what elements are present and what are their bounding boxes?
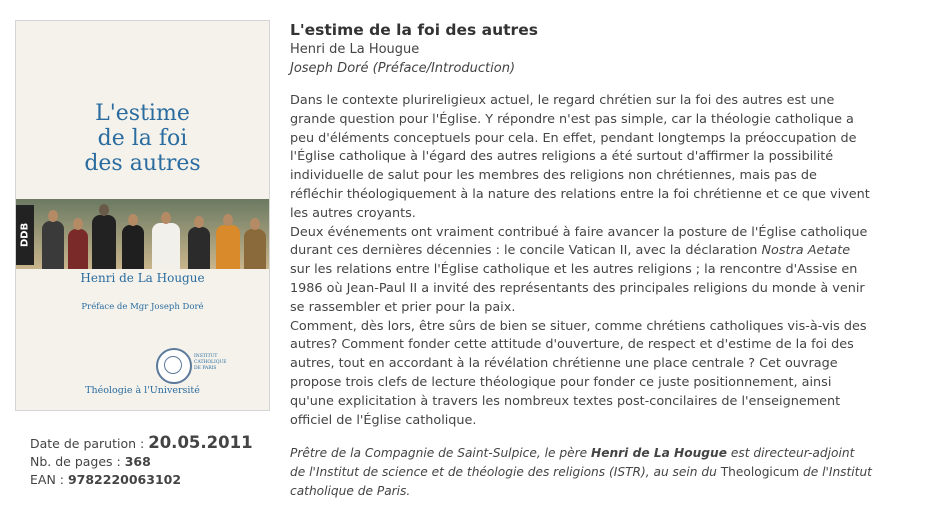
publication-date-value: 20.05.2011	[148, 433, 253, 452]
description-paragraph: Dans le contexte plurireligieux actuel, le regard chrétien sur la foi des autres est une grande question pour l'Église. Y répondre n'est pas simple, car la théologie catholique a peu d'éléments conceptuels pour cela. En effet, pendant longtemps la préoccupation de l'Église catholique à l'égard des autres religions a été surtout d'affirmer la possibilité individuelle de salut pour les membres des religions non chrétiennes, mais pas de réfléchir théologiquement à la nature des relations entre la foi chrétienne et ce que vivent les autres croyants.	[290, 93, 870, 221]
page-count-value: 368	[124, 454, 151, 469]
publication-date-label: Date de parution :	[30, 436, 149, 451]
description-paragraph: Deux événements ont vraiment contribué à faire avancer la posture de l'Église catholique durant ces dernières décennies : le concile Vatican II, avec la déclaration Nostra Aetate sur les relations entre l'Église catholique et les autres religions ; la rencontre d'Assise en 1986 où Jean-Paul II a invité des représentants des principales religions du monde à venir se rassembler et prier pour la paix.	[290, 224, 868, 315]
page-count-label: Nb. de pages :	[30, 454, 125, 469]
cover-title-line: L'estime	[95, 101, 190, 126]
cover-title	[16, 101, 269, 176]
cover-preface: Préface de Mgr Joseph Doré	[81, 302, 204, 312]
cover-title-line: de la foi	[97, 126, 188, 151]
book-cover[interactable]	[15, 20, 270, 411]
cover-photo	[16, 199, 269, 269]
cover-series: Théologie à l'Université	[85, 385, 200, 396]
publisher-logo: DDB	[16, 205, 34, 265]
ean-value: 9782220063102	[67, 472, 182, 487]
description-paragraph: Comment, dès lors, être sûrs de bien se situer, comme chrétiens catholiques vis-à-vis des autres? Comment fonder cette attitude d'ouverture, de respect et d'estime de la foi des autres, tout en accordant à la révélation chrétienne une place centrale ? Cet ouvrage propose trois clefs de lecture théologique pour fonder ce juste positionnement, ainsi qu'une explicitation à travers les nombreux textes post-concilaires de l'enseignement officiel de l'Église catholique.	[290, 318, 867, 428]
cover-author: Henri de La Hougue	[80, 271, 205, 285]
book-contributor: Joseph Doré (Préface/Introduction)	[290, 61, 516, 76]
institute-seal-icon	[156, 348, 192, 384]
bio-author-name: Henri de La Hougue	[591, 446, 727, 461]
book-author: Henri de La Hougue	[290, 42, 420, 57]
page-count	[30, 453, 270, 471]
cover-title-line: des autres	[84, 151, 201, 176]
left-column	[15, 20, 270, 489]
book-title: L'estime de la foi des autres	[290, 21, 538, 39]
institute-logo-text: INSTITUT CATHOLIQUE DE PARIS	[194, 354, 227, 371]
right-column	[290, 20, 880, 501]
nostra-aetate: Nostra Aetate	[761, 243, 851, 259]
book-metadata	[15, 434, 270, 489]
ean	[30, 471, 270, 489]
author-bio: Prêtre de la Compagnie de Saint-Sulpice, le père Henri de La Hougue est directeur-adjoint de l'Institut de science et de théologie des religions (ISTR), au sein du Theologicum de l'Institut catholique de Paris.	[290, 446, 872, 498]
publication-date	[30, 434, 270, 453]
ean-label: EAN :	[30, 472, 68, 487]
book-description	[290, 92, 872, 430]
bio-theologicum: Theologicum	[720, 465, 800, 480]
